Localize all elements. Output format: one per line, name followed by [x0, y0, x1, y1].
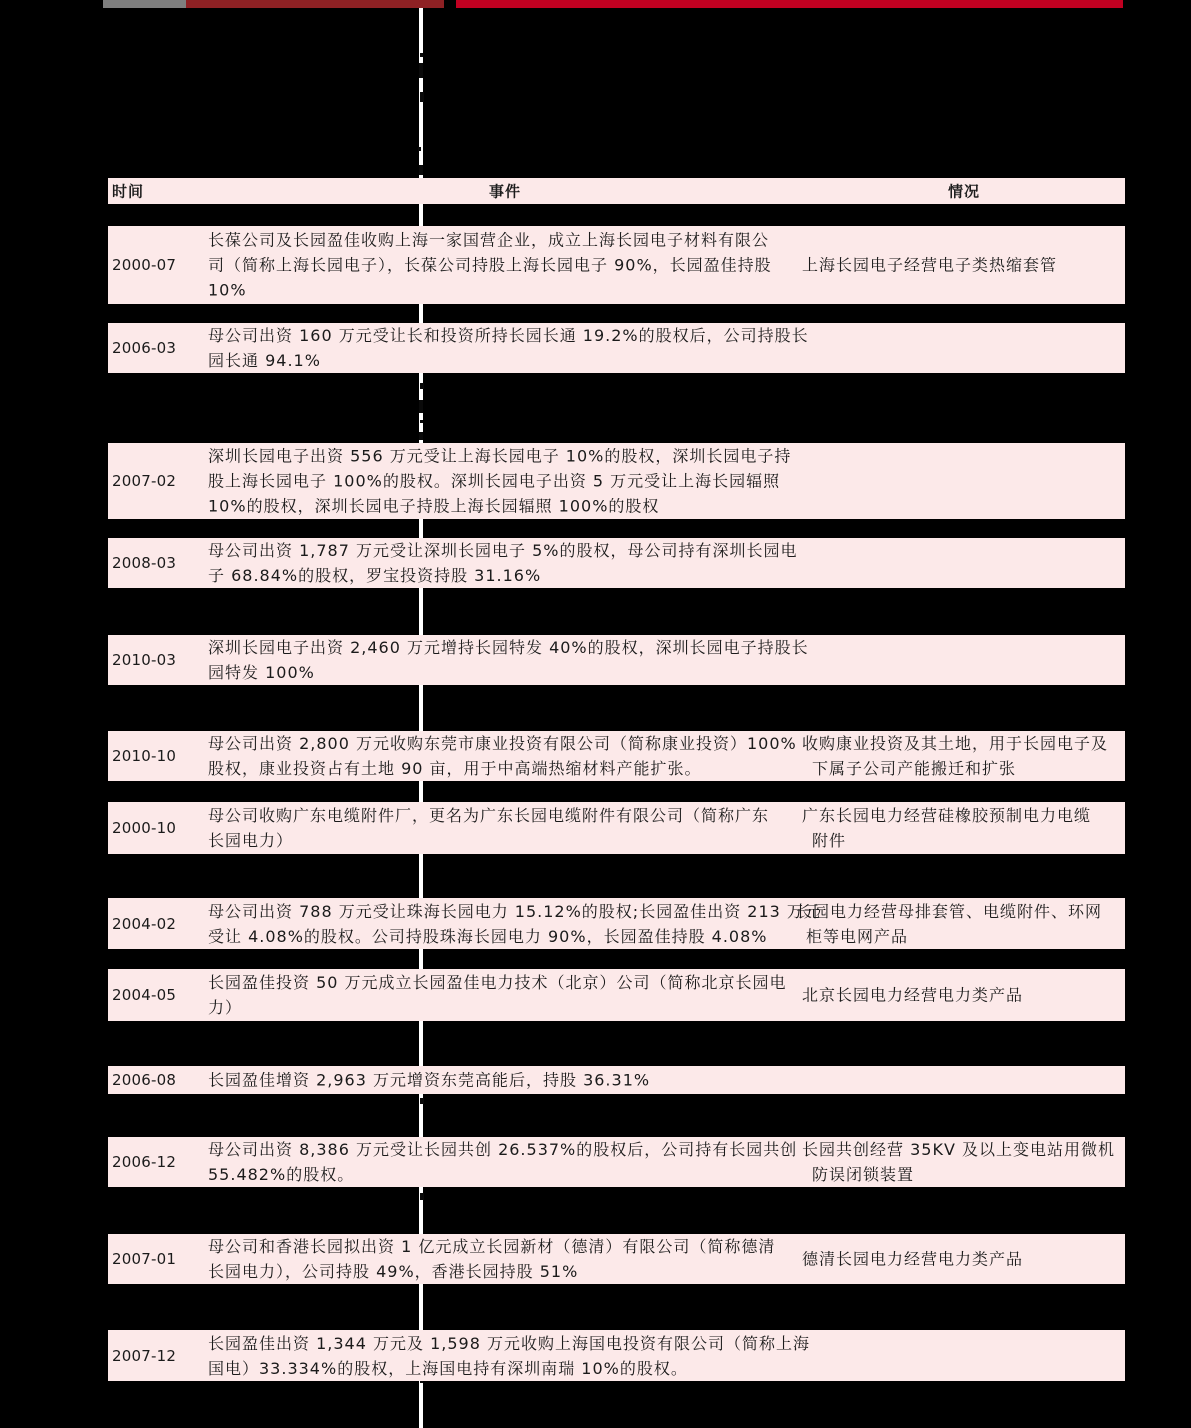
- row-event: [208, 731, 808, 781]
- event-text-line: 园长通 94.1%: [208, 351, 321, 370]
- header-event: 事件: [489, 182, 522, 201]
- row-status: [802, 803, 1123, 853]
- event-text-line: 母公司出资 2,800 万元收购东莞市康业投资有限公司（简称康业投资）100%: [208, 734, 797, 753]
- glyph-fragment: [420, 53, 423, 57]
- event-text-line: 长园盈佳增资 2,963 万元增资东莞高能后，持股 36.31%: [208, 1070, 651, 1090]
- glyph-fragment: [419, 432, 423, 440]
- row-event: [208, 228, 808, 303]
- top-gray-bar: [103, 0, 186, 8]
- row-date: 2006-12: [112, 1153, 177, 1171]
- row-date: 2006-08: [112, 1071, 177, 1089]
- row-status: [802, 253, 1123, 278]
- event-text-line: 10%的股权，深圳长园电子持股上海长园辐照 100%的股权: [208, 496, 660, 516]
- event-text-line: 国电）33.334%的股权，上海国电持有深圳南瑞 10%的股权。: [208, 1358, 688, 1378]
- row-date: 2010-03: [112, 651, 177, 669]
- row-date: 2004-02: [112, 914, 177, 933]
- event-text-line: 长园盈佳投资 50 万元成立长园盈佳电力技术（北京）公司（简称北京长园电: [208, 973, 787, 992]
- status-text-line: 收购康业投资及其土地，用于长园电子及: [802, 734, 1109, 753]
- row-status: [802, 983, 1123, 1008]
- row-event: [208, 970, 808, 1020]
- glyph-fragment: [418, 147, 421, 151]
- row-event: [208, 1068, 808, 1093]
- row-date: 2006-03: [112, 339, 177, 357]
- event-text-line: 深圳长园电子出资 2,460 万元增持长园特发 40%的股权，深圳长园电子持股长: [208, 638, 809, 657]
- glyph-fragment: [419, 400, 423, 413]
- event-text-line: 园特发 100%: [208, 663, 315, 682]
- event-text-line: 长园盈佳出资 1,344 万元及 1,598 万元收购上海国电投资有限公司（简称上海: [208, 1333, 810, 1353]
- event-text-line: 子 68.84%的股权，罗宝投资持股 31.16%: [208, 566, 542, 585]
- table-row: [108, 731, 1125, 781]
- header-time: 时间: [112, 182, 145, 201]
- vertical-divider-line: [419, 8, 423, 1428]
- table-row: [108, 538, 1125, 588]
- event-text-line: 长园电力）: [208, 831, 294, 850]
- event-text-line: 母公司出资 1,787 万元受让深圳长园电子 5%的股权，母公司持有深圳长园电: [208, 541, 798, 560]
- status-text-line: 北京长园电力经营电力类产品: [802, 985, 1024, 1005]
- status-text-line: 德清长园电力经营电力类产品: [802, 1249, 1024, 1269]
- top-bright-red-bar: [456, 0, 1123, 8]
- header-status: 情况: [948, 182, 981, 201]
- glyph-fragment: [420, 383, 424, 389]
- event-text-line: 股权，康业投资占有土地 90 亩，用于中高端热缩材料产能扩张。: [208, 759, 702, 778]
- row-event: [208, 635, 808, 685]
- event-text-line: 母公司和香港长园拟出资 1 亿元成立长园新材（德清）有限公司（简称德清: [208, 1237, 776, 1256]
- table-row: [108, 1137, 1125, 1187]
- event-text-line: 母公司出资 8,386 万元受让长园共创 26.537%的股权后，公司持有长园共创: [208, 1140, 798, 1159]
- glyph-fragment: [419, 63, 423, 78]
- row-event: [208, 323, 808, 373]
- table-row: [108, 226, 1125, 304]
- top-dark-red-bar: [186, 0, 444, 8]
- glyph-fragment: [420, 92, 424, 102]
- row-event: [208, 899, 821, 949]
- row-status: [796, 899, 1123, 949]
- event-text-line: 深圳长园电子出资 556 万元受让上海长园电子 10%的股权，深圳长园电子持: [208, 446, 792, 466]
- table-header-row: [108, 178, 1125, 204]
- event-text-line: 母公司出资 788 万元受让珠海长园电力 15.12%的股权;长园盈佳出资 213 万元: [208, 901, 821, 921]
- table-row: [108, 969, 1125, 1021]
- event-text-line: 母公司出资 160 万元受让长和投资所持长园长通 19.2%的股权后，公司持股长: [208, 326, 809, 345]
- row-status: [802, 1247, 1123, 1272]
- row-event: [208, 538, 808, 588]
- glyph-fragment: [419, 165, 423, 175]
- event-text-line: 长园电力），公司持股 49%，香港长园持股 51%: [208, 1262, 579, 1281]
- glyph-fragment: [420, 420, 423, 423]
- status-text-line: 长园共创经营 35KV 及以上变电站用微机: [802, 1140, 1115, 1159]
- glyph-fragment: [420, 1193, 424, 1200]
- row-event: [208, 1331, 808, 1381]
- event-text-line: 55.482%的股权。: [208, 1165, 355, 1184]
- row-date: 2008-03: [112, 554, 177, 572]
- status-text-line: 下属子公司产能搬迁和扩张: [812, 759, 1017, 778]
- row-event: [208, 1137, 808, 1187]
- status-text-line: 广东长园电力经营硅橡胶预制电力电缆: [802, 806, 1092, 825]
- glyph-fragment: [420, 1098, 424, 1104]
- event-text-line: 司（简称上海长园电子），长葆公司持股上海长园电子 90%，长园盈佳持股: [208, 255, 772, 275]
- table-row: [108, 1330, 1125, 1381]
- table-row: [108, 898, 1125, 949]
- event-text-line: 10%: [208, 280, 247, 300]
- status-text-line: 柜等电网产品: [806, 926, 909, 946]
- row-date: 2004-05: [112, 986, 177, 1004]
- status-text-line: 附件: [812, 831, 847, 850]
- row-event: [208, 1234, 808, 1284]
- row-date: 2007-01: [112, 1250, 177, 1268]
- table-row: [108, 635, 1125, 685]
- row-date: 2007-02: [112, 472, 177, 490]
- row-event: [208, 444, 808, 519]
- status-text-line: 防误闭锁装置: [812, 1165, 915, 1184]
- table-row: [108, 323, 1125, 373]
- event-text-line: 长葆公司及长园盈佳收购上海一家国营企业，成立上海长园电子材料有限公: [208, 230, 770, 250]
- row-date: 2000-07: [112, 256, 177, 274]
- row-status: [802, 731, 1123, 781]
- event-text-line: 股上海长园电子 100%的股权。深圳长园电子出资 5 万元受让上海长园辐照: [208, 471, 781, 491]
- table-row: [108, 1234, 1125, 1284]
- event-text-line: 受让 4.08%的股权。公司持股珠海长园电力 90%，长园盈佳持股 4.08%: [208, 926, 768, 946]
- row-date: 2000-10: [112, 819, 177, 837]
- event-text-line: 力）: [208, 998, 243, 1017]
- event-text-line: 母公司收购广东电缆附件厂，更名为广东长园电缆附件有限公司（简称广东: [208, 806, 770, 825]
- table-row: [108, 802, 1125, 854]
- status-text-line: 长园电力经营母排套管、电缆附件、环网: [796, 901, 1103, 921]
- status-text-line: 上海长园电子经营电子类热缩套管: [802, 255, 1058, 275]
- table-row: [108, 1066, 1125, 1094]
- row-event: [208, 803, 808, 853]
- table-row: [108, 443, 1125, 519]
- row-date: 2007-12: [112, 1346, 177, 1365]
- row-date: 2010-10: [112, 747, 177, 765]
- row-status: [802, 1137, 1123, 1187]
